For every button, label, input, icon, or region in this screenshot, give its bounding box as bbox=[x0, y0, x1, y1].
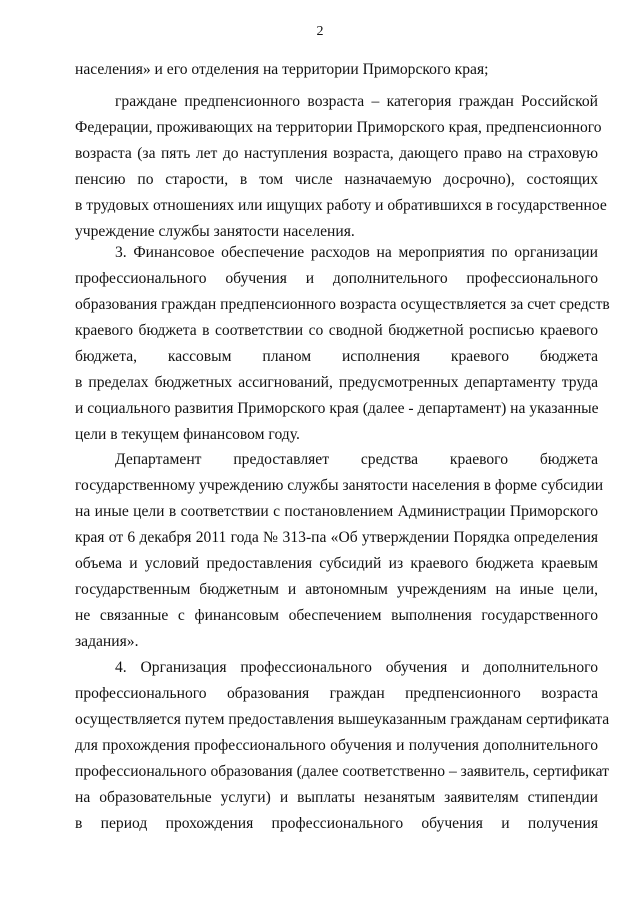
text-line: профессионального обучения и дополнительного профессионального bbox=[75, 270, 598, 287]
paragraph-definition bbox=[75, 89, 607, 245]
text-line: в период прохождения профессионального обучения и получения bbox=[75, 815, 598, 832]
paragraph-section-3 bbox=[75, 240, 610, 448]
text-line: профессионального образования граждан предпенсионного возраста bbox=[75, 685, 598, 702]
text-line: краевого бюджета в соответствии со сводной бюджетной росписью краевого bbox=[75, 322, 598, 339]
text-line: объема и условий предоставления субсидий из краевого бюджета краевым bbox=[75, 555, 598, 572]
text-line: пенсию по старости, в том числе назначаемую досрочно), состоящих bbox=[75, 171, 598, 188]
text-line: профессионального образования (далее соответственно – заявитель, сертификат bbox=[75, 763, 609, 780]
text-line: Федерации, проживающих на территории Приморского края, предпенсионного bbox=[75, 119, 602, 136]
text-line: населения» и его отделения на территории Приморского края; bbox=[75, 61, 489, 78]
text-line: и социального развития Приморского края (далее - департамент) на указанные bbox=[75, 400, 599, 417]
text-line: в трудовых отношениях или ищущих работу и обратившихся в государственное bbox=[75, 197, 607, 214]
text-line: на иные цели в соответствии с постановлением Администрации Приморского bbox=[75, 503, 598, 520]
text-line: возраста (за пять лет до наступления возраста, дающего право на страховую bbox=[75, 145, 598, 162]
text-line: задания». bbox=[75, 633, 139, 650]
text-line: граждане предпенсионного возраста – категория граждан Российской bbox=[115, 93, 598, 110]
text-line: 4. Организация профессионального обучения и дополнительного bbox=[115, 659, 598, 676]
paragraph-continuation bbox=[75, 57, 598, 83]
text-line: не связанные с финансовым обеспечением выполнения государственного bbox=[75, 607, 598, 624]
paragraph-department bbox=[75, 447, 604, 655]
text-line: учреждение службы занятости населения. bbox=[75, 223, 355, 240]
text-line: бюджета, кассовым планом исполнения краевого бюджета bbox=[75, 348, 598, 365]
text-line: цели в текущем финансовом году. bbox=[75, 426, 300, 443]
text-line: на образовательные услуги) и выплаты незанятым заявителям стипендии bbox=[75, 789, 598, 806]
text-line: в пределах бюджетных ассигнований, предусмотренных департаменту труда bbox=[75, 374, 598, 391]
text-line: образования граждан предпенсионного возраста осуществляется за счет средств bbox=[75, 296, 610, 313]
text-line: 3. Финансовое обеспечение расходов на мероприятия по организации bbox=[115, 244, 598, 261]
text-line: осуществляется путем предоставления вышеуказанным гражданам сертификата bbox=[75, 711, 610, 728]
paragraph-section-4 bbox=[75, 655, 610, 837]
text-line: для прохождения профессионального обучения и получения дополнительного bbox=[75, 737, 598, 754]
page-number: 2 bbox=[316, 24, 324, 39]
text-line: края от 6 декабря 2011 года № 313-па «Об утверждении Порядка определения bbox=[75, 529, 598, 546]
text-line: государственным бюджетным и автономным учреждениям на иные цели, bbox=[75, 581, 598, 598]
text-line: Департамент предоставляет средства краевого бюджета bbox=[115, 451, 598, 468]
text-line: государственному учреждению службы занятости населения в форме субсидии bbox=[75, 477, 604, 494]
